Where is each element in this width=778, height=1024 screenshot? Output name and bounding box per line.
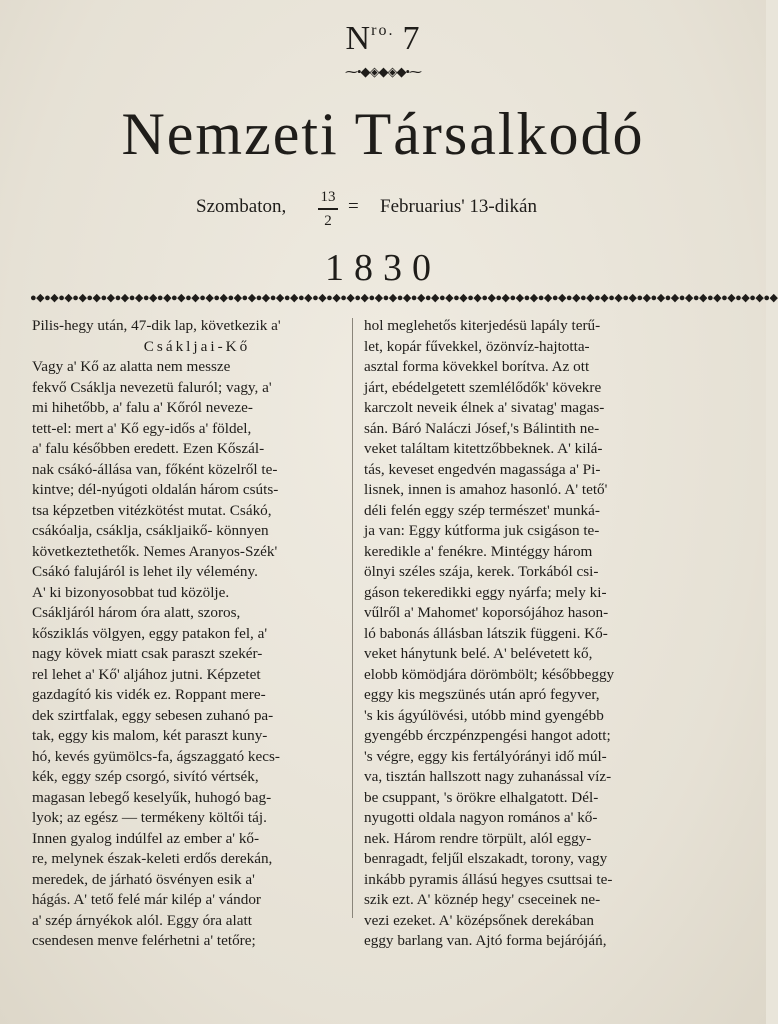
dateline bbox=[0, 188, 766, 232]
text-line: fekvő Csáklja nevezetü faluról; vagy, a' bbox=[32, 378, 272, 396]
header-ornament: ⁓•◆◈◆◈◆•⁓ bbox=[344, 64, 422, 79]
text-line: gyengébb érczpénzpengési hangot adott; bbox=[364, 727, 611, 744]
issue-number bbox=[0, 20, 766, 58]
text-line: Csákó falujáról is lehet ily vélemény. bbox=[32, 563, 258, 580]
text-line: hol meglehetős kiterjedésü lapály terű- bbox=[364, 317, 601, 334]
text-line: benragadt, feljűl elszakadt, torony, vagy bbox=[364, 850, 608, 867]
text-line: Csákljai-Kő bbox=[143, 337, 251, 355]
text-line: déli felén eggy szép természet' munká- bbox=[364, 501, 600, 519]
text-line: eggy kis megszünés után apró fegyver, bbox=[364, 686, 600, 703]
masthead-title: Nemzeti Társalkodó bbox=[121, 101, 645, 167]
text-line: nak csákó-állása van, főként közelről te- bbox=[32, 460, 278, 478]
dateline-fraction bbox=[315, 188, 341, 230]
text-line: Innen gyalog indúlfel az ember a' kő- bbox=[32, 829, 260, 847]
text-line: járt, ebédelgetett szemlélődők' kövekre bbox=[364, 378, 602, 396]
text-line: sán. Báró Naláczi Jósef,'s Bálintith ne- bbox=[364, 419, 600, 437]
text-line: nyugotti oldala nagyon romános a' kő- bbox=[364, 809, 598, 826]
text-line: karczolt neveik élnek a' sivatag' magas- bbox=[364, 399, 605, 416]
text-line: magasan lebegő keselyűk, huhogó bag- bbox=[32, 788, 272, 806]
text-line: gáson tekeredikki eggy nyárfa; mely ki- bbox=[364, 583, 607, 601]
fraction-bottom: 2 bbox=[324, 213, 332, 229]
text-line: Pilis-hegy után, 47-dik lap, következik a' bbox=[32, 317, 281, 334]
text-line: inkább pyramis állású hegyes csuttsai te- bbox=[364, 870, 613, 888]
text-line: kintve; dél-nyúgoti oldalán három csúts- bbox=[32, 481, 279, 498]
text-line: gazdagító kis vidék ez. Roppant mere- bbox=[32, 686, 266, 703]
text-line: vezi ezeket. A' középsőnek derekában bbox=[364, 911, 595, 929]
text-line: dek szirtfalak, eggy sebesen zuhanó pa- bbox=[32, 706, 274, 724]
dateline-day: Szombaton, bbox=[196, 196, 287, 217]
header-rule-ornament: ●◆●◆●◆●◆●◆●◆●◆●◆●◆●◆●◆●◆●◆●◆●◆●◆●◆●◆●◆●◆●◆●◆●◆●◆●◆●◆●◆●◆●◆●◆●◆●◆●◆●◆●◆●◆●◆●◆●◆●◆●◆●◆●◆●◆●◆●◆●◆●◆●◆●◆●◆●◆●◆ bbox=[30, 292, 778, 304]
text-line: következtethetők. Nemes Aranyos-Szék' bbox=[32, 542, 278, 560]
issue-number-suffix: ro. bbox=[371, 22, 395, 39]
text-line: meredek, de járható ösvényen esik a' bbox=[32, 870, 255, 888]
text-line: rel lehet a' Kő' aljához jutni. Képzetet bbox=[32, 665, 261, 683]
year: 1830 bbox=[325, 247, 441, 289]
text-line: kősziklás völgyen, eggy patakon fel, a' bbox=[32, 624, 268, 642]
text-line: ölnyi széles szája, kerek. Torkából csi- bbox=[364, 563, 599, 580]
text-line: ló babonás állásban látszik függeni. Kő- bbox=[364, 624, 608, 642]
text-line: tak, eggy kis malom, két paraszt kuny- bbox=[32, 727, 268, 744]
text-line: elobb kömödjára dörömbölt; későbbeggy bbox=[364, 665, 615, 683]
text-line: vűlről a' Mahomet' koporsójához hason- bbox=[364, 604, 609, 621]
text-line: A' ki bizonyosobbat tud közölje. bbox=[32, 583, 230, 601]
text-line: nagy kövek miatt csak paraszt szekér- bbox=[32, 645, 263, 662]
text-line: asztal forma kövekkel borítva. Az ott bbox=[364, 358, 590, 375]
text-line: tsa képzetben vitézkötést mutat. Csákó, bbox=[32, 501, 272, 519]
text-line: eggy barlang van. Ajtó forma bejárójáń, bbox=[364, 932, 607, 949]
text-line: kék, eggy szép csorgó, sivító vértsék, bbox=[32, 768, 259, 785]
text-line: re, melynek észak-keleti erdős derekán, bbox=[32, 850, 273, 867]
text-line: a' szép árnyékok alól. Eggy óra alatt bbox=[32, 911, 252, 929]
text-line: ja van: Eggy kútforma juk csigáson te- bbox=[364, 522, 600, 539]
text-line: veket találtam kitettzőbbeknek. A' kilá- bbox=[364, 440, 603, 457]
dateline-equals: = bbox=[348, 196, 359, 217]
text-line: keredikle a' fenékre. Mintéggy három bbox=[364, 542, 593, 560]
text-line: be csuppant, 's örökre elhalgatott. Dél- bbox=[364, 788, 599, 806]
text-line: Vagy a' Kő az alatta nem messze bbox=[32, 358, 231, 375]
text-line: lyok; az egész — termékeny költői táj. bbox=[32, 809, 267, 826]
text-line: va, tisztán hallszott nagy zuhanással víz- bbox=[364, 768, 612, 785]
issue-number-label: N bbox=[345, 20, 372, 57]
text-line: tás, keveset engedvén magassága a' Pi- bbox=[364, 460, 601, 478]
text-line: veket hánytunk belé. A' belévetett kő, bbox=[364, 645, 593, 662]
right-column bbox=[364, 316, 694, 952]
text-line: 's kis ágyúlövési, utóbb mind gyengébb bbox=[364, 706, 604, 724]
text-line: hágás. A' tető felé már kilép a' vándor bbox=[32, 891, 261, 908]
text-line: mi hihetőbb, a' falu a' Kőról neveze- bbox=[32, 399, 253, 416]
column-divider bbox=[352, 318, 353, 918]
text-line: nek. Három rendre törpült, alól eggy- bbox=[364, 829, 592, 847]
text-line: csákóalja, csáklja, csákljaikő- könnyen bbox=[32, 522, 269, 539]
text-line: tett-el: mert a' Kő egy-idős a' földel, bbox=[32, 419, 252, 437]
text-line: hó, kevés gyümölcs-fa, ágszaggató kecs- bbox=[32, 747, 280, 765]
text-line: let, kopár fűvekkel, özönvíz-hajtotta- bbox=[364, 337, 590, 355]
text-line: szik ezt. A' köznép hegy' cseceinek ne- bbox=[364, 891, 601, 908]
fraction-top: 13 bbox=[320, 189, 336, 205]
text-line: a' falu későbben eredett. Ezen Kőszál- bbox=[32, 440, 265, 457]
text-line: lisnek, innen is amahoz hasonló. A' tető' bbox=[364, 481, 608, 498]
left-column bbox=[32, 316, 362, 952]
text-line: 's végre, eggy kis fertályórányi idő múl- bbox=[364, 747, 607, 765]
dateline-date: Februarius' 13-dikán bbox=[380, 196, 537, 217]
text-line: Csákljáról három óra alatt, szoros, bbox=[32, 604, 241, 621]
fraction-bar bbox=[318, 208, 338, 210]
text-line: csendesen menve felérhetni a' tetőre; bbox=[32, 932, 256, 949]
issue-number-value: 7 bbox=[402, 20, 421, 57]
